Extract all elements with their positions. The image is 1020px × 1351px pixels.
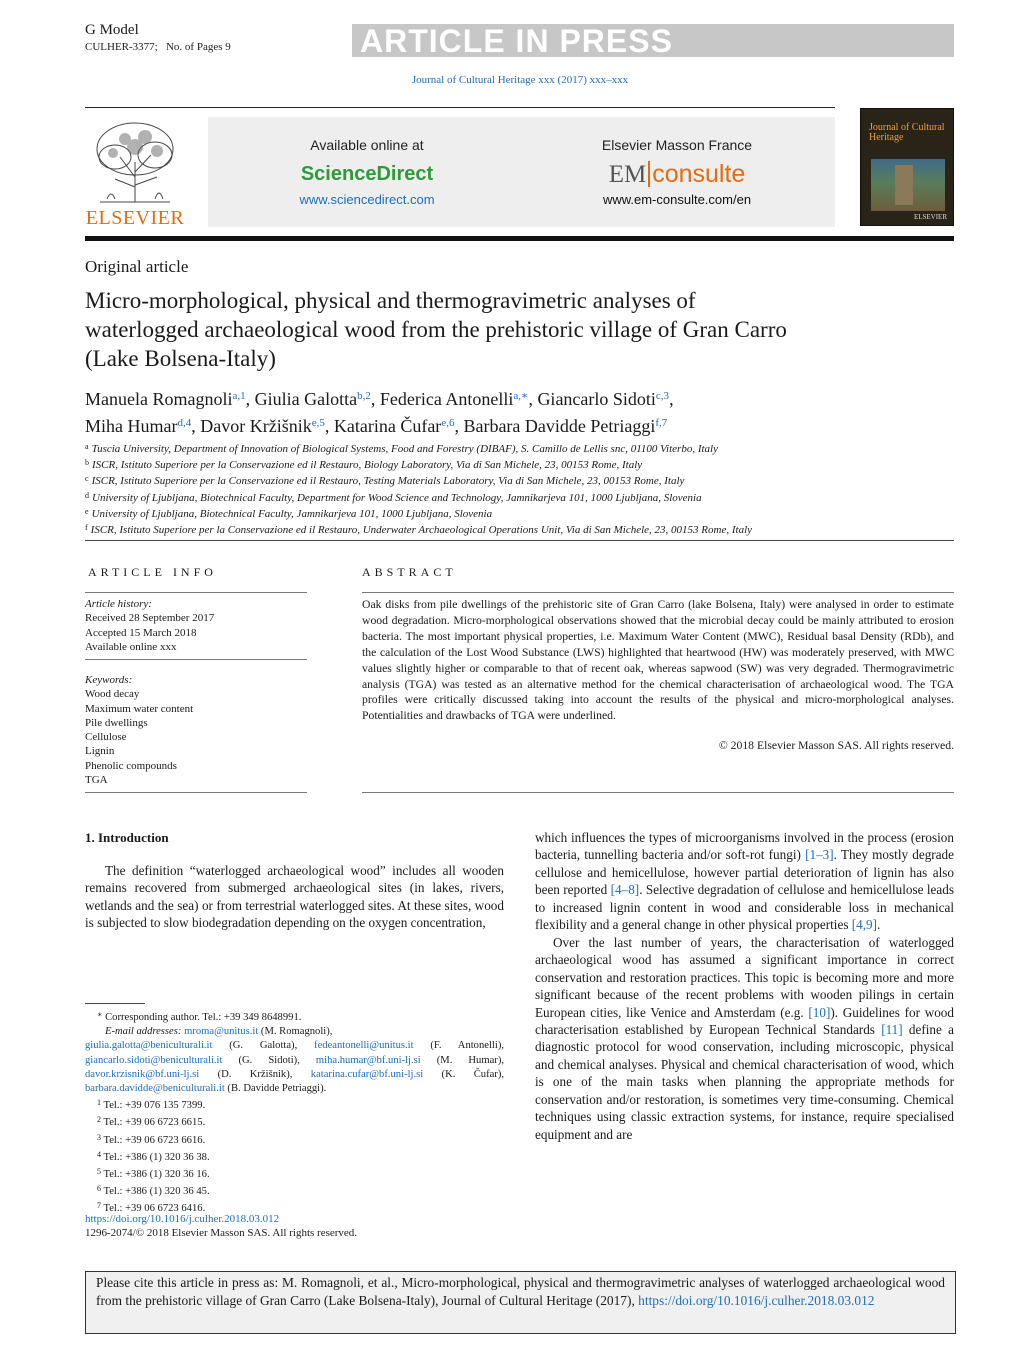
author (537, 389, 673, 409)
manuscript-ref: CULHER-3377; (85, 41, 158, 53)
affiliation-mark: e (85, 506, 89, 516)
affiliation-mark: c (85, 474, 89, 484)
author-name: Davor Kržišnik (200, 416, 312, 436)
g-model-label: G Model (85, 22, 139, 38)
accepted-date: Accepted 15 March 2018 (85, 626, 197, 639)
sciencedirect-logo[interactable]: ScienceDirect (300, 163, 434, 185)
email-owner: (D. Kržišnik), (199, 1068, 311, 1080)
title-divider (85, 540, 954, 541)
email-link[interactable]: giancarlo.sidoti@beniculturali.it (85, 1054, 223, 1066)
telephone-text: Tel.: +39 076 135 7399. (103, 1100, 206, 1112)
footnote-rule (85, 1003, 145, 1004)
abstract-text: Oak disks from pile dwellings of the prehistoric site of Gran Carro (lake Bolsena, Italy) were analysed in order to estimate wood degradation. Micro-morphological observations showed that the microbial decay could be mainly attributed to erosion bacteria. The most important physical properties, i.e. Maximum Water Content (MWC), Residual basal Density (RDb), and the calculation of the Lost Wood Substance (LWS) highlighted that heartwood (HW) was moderately preserved, with MWC values slightly higher or comparable to that of recent oak, whereas sapwood (SW) was very degraded. Thermogravimetric analysis (TGA) was tested as an alternative method for the chemical characterisation of archaeological wood. The TGA profiles were critically discussed taking into account the results of the physical and micro-morphological analyses. Potentialities and drawbacks of TGA were underlined. (362, 598, 954, 723)
sciencedirect-link[interactable]: www.sciencedirect.com (299, 192, 435, 207)
page-count: No. of Pages 9 (165, 41, 231, 53)
author (334, 416, 459, 436)
header-thick-rule (85, 236, 954, 241)
affiliation-mark: b (85, 458, 89, 468)
telephone-text: Tel.: +39 06 6723 6616. (103, 1134, 206, 1146)
keyword: Cellulose (85, 731, 127, 744)
manuscript-id (85, 22, 231, 56)
email-owner: (M. Romagnoli), (258, 1026, 333, 1038)
citation-link[interactable]: [11] (881, 1021, 903, 1037)
email-label: E-mail addresses: (105, 1026, 182, 1038)
author-affiliation-mark[interactable]: a,∗ (513, 390, 529, 402)
email-link[interactable]: fedeantonelli@unitus.it (314, 1040, 414, 1052)
abstract-copyright: © 2018 Elsevier Masson SAS. All rights reserved. (718, 739, 954, 752)
email-owner: (B. Davidde Petriaggi). (224, 1083, 327, 1095)
cover-publisher: ELSEVIER (913, 213, 947, 221)
cover-title: Journal of Cultural Heritage (869, 122, 945, 143)
telephone-note (85, 1131, 504, 1148)
telephone-text: Tel.: +386 (1) 320 36 16. (103, 1169, 210, 1181)
elsevier-wordmark: ELSEVIER (85, 207, 185, 229)
author-name: Barbara Davidde Petriaggi (463, 416, 656, 436)
corresponding-author-text: Corresponding author. Tel.: +39 349 8648991. (105, 1012, 302, 1023)
text-run: . Selective degradation of cellulose and hemicellulose leads to increased lignin content in wood and considerable loss in mechanical flexibility and a general change in other physical properties (535, 882, 954, 933)
email-link[interactable]: katarina.cufar@bf.uni-lj.si (310, 1068, 424, 1080)
text-run: . They mostly degrade cellulose and hemicellulose, however partial deterioration of lignin has also been reported (535, 847, 955, 898)
telephone-note (85, 1113, 504, 1130)
author-affiliation-mark[interactable]: a,1 (232, 390, 246, 402)
footnote-number: 1 (97, 1098, 101, 1108)
affiliation (85, 440, 955, 456)
email-owner: (G. Galotta), (212, 1040, 315, 1052)
keyword: Pile dwellings (85, 716, 148, 729)
affiliation (85, 521, 955, 537)
footnotes (85, 1008, 504, 1217)
telephone-notes (85, 1096, 504, 1216)
affiliation (85, 489, 955, 505)
affiliation-text: Tuscia University, Department of Innovation of Biological Systems, Food and Forestry (DIBAF), S. Camillo de Lellis snc, 01100 Viterbo, Italy (91, 443, 718, 455)
affiliation-text: University of Ljubljana, Biotechnical Faculty, Department for Wood Science and Technology, Jamnikarjeva 101, 1000 Ljubljana, Slovenia (92, 491, 702, 504)
author-separator: , (528, 389, 533, 409)
author-name: Giulia Galotta (254, 389, 358, 409)
affiliation-mark: d (85, 490, 89, 500)
text-run: . (877, 917, 881, 933)
info-rule-middle (85, 659, 307, 660)
publisher-france-label: Elsevier Masson France (601, 137, 753, 153)
footnote-number: 4 (97, 1149, 101, 1159)
cover-photo-tower (895, 165, 913, 205)
telephone-note (85, 1165, 504, 1182)
author-separator: , (245, 389, 251, 409)
email-addresses (85, 1025, 504, 1096)
email-owner: (K. Čufar), (423, 1068, 505, 1080)
footnote-number: 7 (97, 1201, 101, 1211)
keyword: Wood decay (85, 688, 140, 701)
text-run: which influences the types of microorganisms involved in the process (erosion bacteria, tunnelling bacteria and/or soft-rot fungi) (535, 830, 954, 863)
abstract-heading: ABSTRACT (362, 565, 457, 579)
footnote-number: 3 (97, 1132, 101, 1142)
author (380, 389, 533, 409)
telephone-text: Tel.: +39 06 6723 6615. (103, 1117, 206, 1129)
author (463, 416, 667, 436)
header-divider (85, 107, 835, 108)
author-separator: , (454, 416, 459, 436)
author-affiliation-mark[interactable]: e,5 (311, 417, 325, 429)
affiliation (85, 472, 955, 488)
author-separator: , (191, 416, 196, 436)
author-list (85, 384, 945, 438)
footnote-number: 2 (97, 1115, 101, 1125)
author-affiliation-mark[interactable]: f,7 (655, 417, 668, 429)
author (255, 389, 376, 409)
telephone-note (85, 1148, 504, 1165)
em-consulte-link[interactable]: www.em-consulte.com/en (602, 192, 752, 207)
footnote-number: 6 (97, 1184, 101, 1194)
text-run: Over the last number of years, the characterisation of waterlogged archaeological wood has assumed a significant importance in correct conservation and restoration practices. This topic is becoming more and more significant because of the recent problems with wooden pilings in certain European cities, like Venice and Amsterdam (e.g. (535, 934, 954, 1020)
abstract-rule-bottom (362, 792, 954, 793)
article-history (85, 597, 214, 654)
keyword-list (85, 687, 193, 787)
em-consulte-logo[interactable] (518, 160, 836, 189)
journal-cover-thumbnail (860, 108, 954, 226)
text-run: define a diagnostic protocol for wood conservation, including microscopic, physical and chemical analyses. Physical and chemical characterisation of wood, which is one of the main tasks when planning the appropriate methods for conservation and/or restoration, is sometimes very time-consuming. Chemical techniques using classic extraction systems, for instance, require specialised equipment and are (535, 1021, 954, 1142)
citation-link[interactable]: [10] (808, 1004, 831, 1020)
email-link[interactable]: mroma@unitus.it (184, 1026, 259, 1038)
author-affiliation-mark[interactable]: b,2 (357, 390, 371, 402)
em-logo-consulte: consulte (652, 160, 746, 188)
corresponding-author-note: ∗ Corresponding author. Tel.: +39 349 8648991. (97, 1010, 302, 1023)
author (85, 389, 250, 409)
author (200, 416, 329, 436)
citation-doi-link[interactable]: https://doi.org/10.1016/j.culher.2018.03.012 (638, 1292, 875, 1308)
journal-link[interactable]: Journal of Cultural Heritage xxx (2017) xxx–xxx (411, 74, 629, 86)
affiliation-mark: a (85, 442, 89, 451)
affiliation-text: ISCR, Istituto Superiore per la Conservazione ed il Restauro, Biology Laboratory, Via di San Michele, 23, 00153 Rome, Italy (92, 459, 643, 472)
email-link[interactable]: giulia.galotta@beniculturali.it (85, 1040, 213, 1052)
keyword: Phenolic compounds (85, 759, 177, 772)
author-affiliation-mark[interactable]: c,3 (655, 390, 670, 402)
section-heading-introduction: 1. Introduction (85, 830, 169, 845)
email-owner: (F. Antonelli), (413, 1040, 504, 1052)
keyword: TGA (85, 774, 108, 787)
email-owner: (G. Sidoti), (222, 1054, 316, 1066)
author-name: Miha Humar (85, 416, 178, 436)
email-link[interactable]: barbara.davidde@beniculturali.it (85, 1083, 225, 1095)
intro-paragraph-1-continued (535, 829, 954, 934)
text-run: ). Guidelines for wood characterisation established by European Technical Standards (535, 1004, 954, 1037)
footnote-number: 5 (97, 1167, 101, 1177)
abstract-rule-top (362, 592, 954, 593)
citation-box (85, 1271, 956, 1334)
affiliation-text: ISCR, Istituto Superiore per la Conservazione ed il Restauro, Testing Materials Laboratory, Via di San Michele, 23, 00153 Rome, Italy (91, 475, 685, 488)
affiliation-text: ISCR, Istituto Superiore per la Conservazione ed il Restauro, Underwater Archaeological Operations Unit, Via di San Michele, 23, 00153 Rome, Italy (90, 524, 753, 537)
keyword: Maximum water content (85, 702, 194, 715)
author-separator: , (370, 389, 376, 409)
affiliation (85, 456, 955, 472)
history-label: Article history: (85, 598, 152, 610)
body-column-right (535, 829, 954, 1143)
intro-paragraph-1: The definition “waterlogged archaeological wood” includes all wooden remains recovered from submerged archaeological sites (in lakes, rivers, wetlands and the sea) or from terrestrial waterlogged sites. At these sites, wood is subjected to slow biodegradation depending on the oxygen concentration, (85, 863, 504, 931)
doi-link[interactable]: https://doi.org/10.1016/j.culher.2018.03.012 (85, 1213, 280, 1225)
keyword: Lignin (85, 745, 115, 758)
author-affiliation-mark[interactable]: e,6 (441, 417, 455, 429)
affiliation (85, 505, 955, 521)
citation-link[interactable]: [4–8] (610, 882, 640, 898)
issn-copyright: 1296-2074/© 2018 Elsevier Masson SAS. All rights reserved. (85, 1227, 358, 1239)
telephone-text: Tel.: +39 06 6723 6416. (103, 1203, 206, 1215)
citation-link[interactable]: [4,9] (851, 917, 878, 933)
received-date: Received 28 September 2017 (85, 612, 215, 625)
affiliation-text: University of Ljubljana, Biotechnical Faculty, Jamnikarjeva 101, 1000 Ljubljana, Slovenia (91, 507, 493, 520)
article-info-heading: ARTICLE INFO (88, 565, 217, 579)
telephone-text: Tel.: +386 (1) 320 36 45. (103, 1186, 210, 1198)
em-logo-em: EM (608, 161, 647, 188)
affiliation-list (85, 440, 955, 537)
author-name: Katarina Čufar (333, 416, 442, 436)
author-separator: , (669, 389, 674, 409)
citation-link[interactable]: [1–3] (805, 847, 834, 863)
available-online-label: Available online at (310, 137, 424, 153)
author-affiliation-mark[interactable]: d,4 (177, 417, 192, 429)
em-logo-bar (648, 161, 650, 187)
keywords-block (85, 673, 193, 787)
info-rule-top (85, 592, 307, 593)
affiliation-mark: f (85, 523, 88, 533)
author-name: Federica Antonelli (379, 389, 514, 409)
telephone-note (85, 1096, 504, 1113)
author-name: Manuela Romagnoli (85, 389, 233, 409)
body-column-left (85, 862, 504, 932)
article-type: Original article (85, 257, 189, 276)
author-separator: , (324, 416, 330, 436)
article-title: Micro-morphological, physical and thermogravimetric analyses of waterlogged archaeological wood from the prehistoric village of Gran Carro (Lake Bolsena-Italy) (85, 288, 787, 371)
email-owner: (M. Humar), (420, 1054, 504, 1066)
online-date: Available online xxx (85, 640, 177, 653)
telephone-text: Tel.: +386 (1) 320 36 38. (103, 1151, 210, 1163)
author-name: Giancarlo Sidoti (537, 389, 656, 409)
intro-paragraph-2 (535, 934, 954, 1143)
citation-text: Please cite this article in press as: M. Romagnoli, et al., Micro-morphological, physical and thermogravimetric analyses of waterlogged archaeological wood from the prehistoric village of Gran Carro (Lake Bolsena-Italy), Journal of Cultural Heritage (2017), (96, 1275, 945, 1308)
info-rule-bottom (85, 792, 307, 793)
email-link[interactable]: miha.humar@bf.uni-lj.si (315, 1054, 421, 1066)
article-in-press-banner: ARTICLE IN PRESS (352, 24, 954, 57)
author (85, 416, 196, 436)
keywords-label: Keywords: (85, 674, 133, 686)
email-link[interactable]: davor.krzisnik@bf.uni-lj.si (85, 1068, 200, 1080)
telephone-note (85, 1182, 504, 1199)
